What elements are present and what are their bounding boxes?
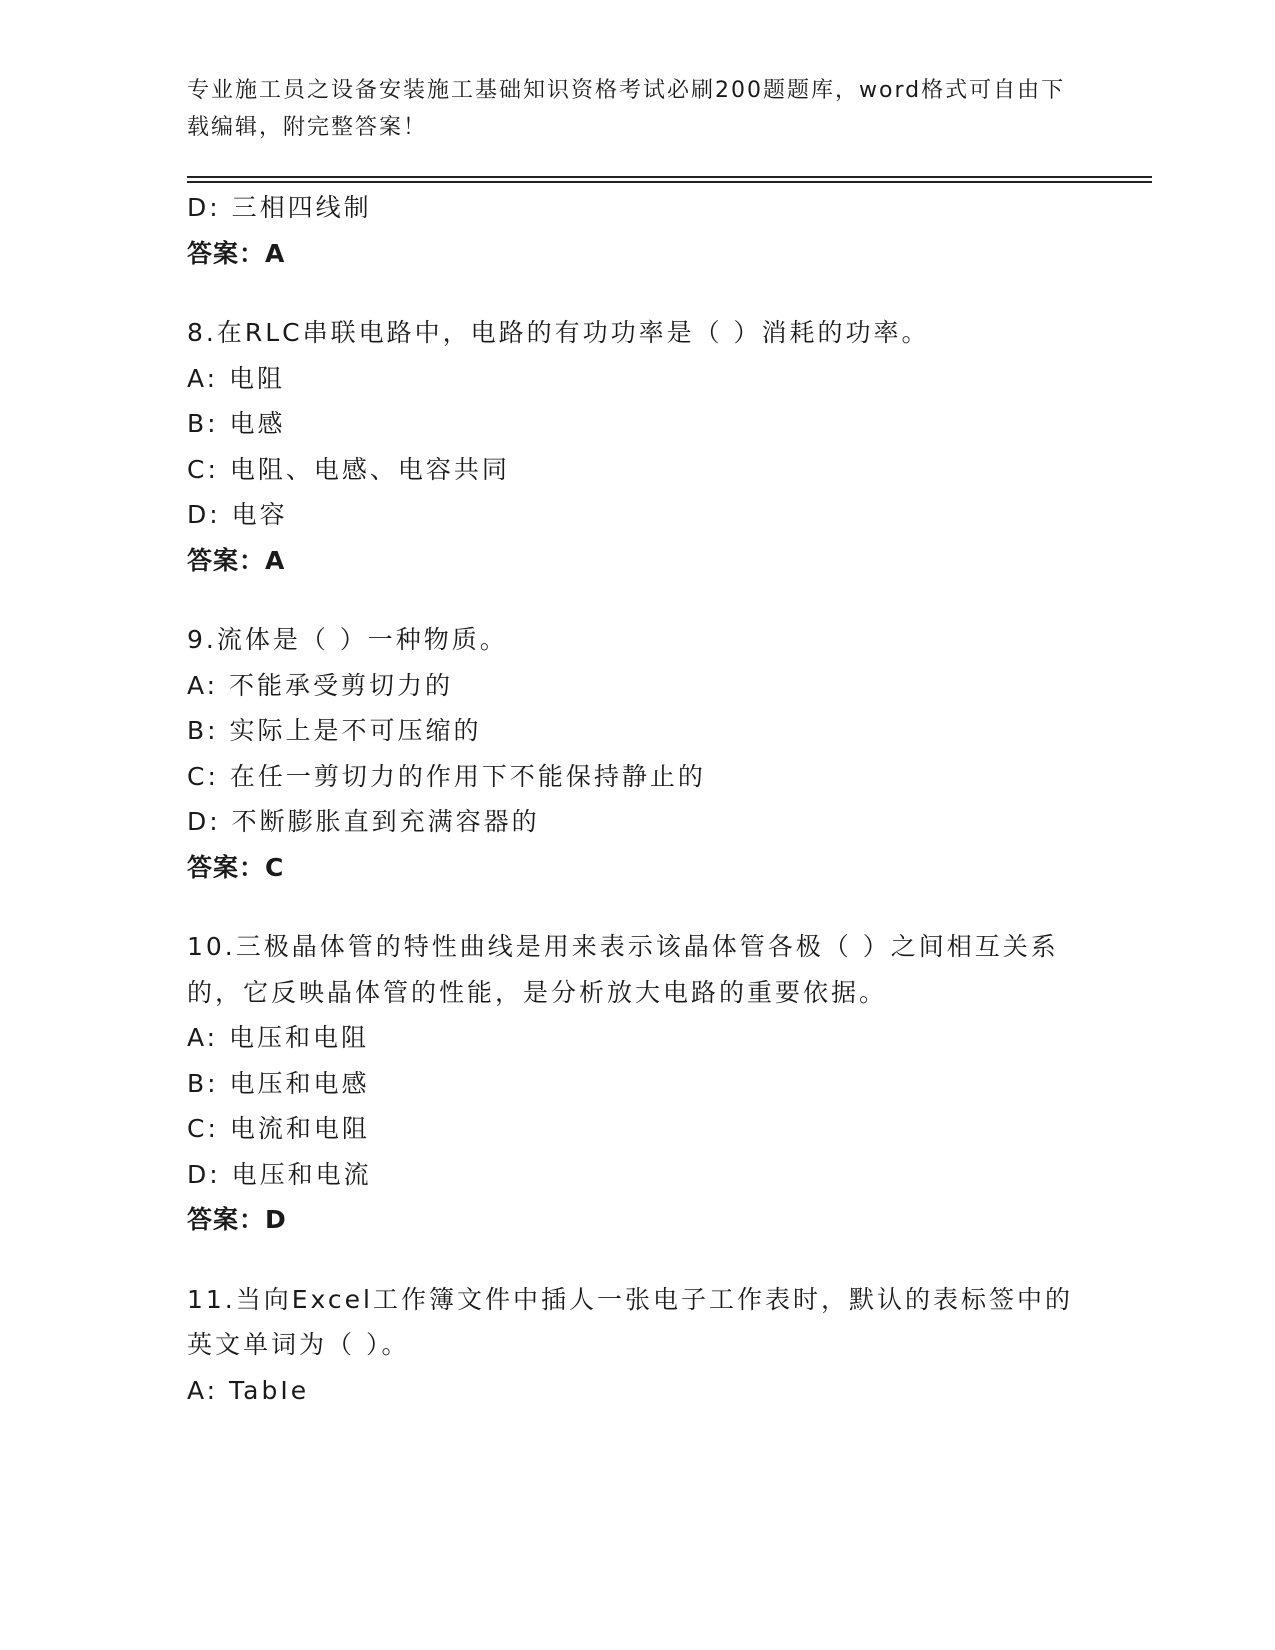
spacer xyxy=(187,890,1087,924)
question-option: D: 三相四线制 xyxy=(187,193,372,222)
question-option: D: 不断膨胀直到充满容器的 xyxy=(187,807,540,836)
question-option: B: 实际上是不可压缩的 xyxy=(187,716,482,745)
question-answer: 答案：A xyxy=(187,545,286,575)
question-option: D: 电压和电流 xyxy=(187,1159,372,1189)
question-option: C: 电流和电阻 xyxy=(187,1114,370,1143)
question-8 xyxy=(187,310,1087,583)
document-header: 专业施工员之设备安装施工基础知识资格考试必刷200题题库，word格式可自由下载编辑，附完整答案！ xyxy=(187,78,1066,140)
question-answer: 答案：A xyxy=(187,238,286,268)
question-text: 11.当向Excel工作簿文件中插人一张电子工作表时，默认的表标签中的英文单词为（ ）。 xyxy=(187,1284,1073,1359)
question-10 xyxy=(187,924,1087,1243)
question-option: B: 电压和电感 xyxy=(187,1068,370,1098)
question-9 xyxy=(187,617,1087,890)
question-text: 9.流体是（ ）一种物质。 xyxy=(187,625,508,654)
question-option: A: TabIe xyxy=(187,1375,310,1405)
spacer xyxy=(187,276,1087,310)
question-option: A: 电压和电阻 xyxy=(187,1023,370,1052)
question-answer: 答案：D xyxy=(187,1205,287,1234)
question-option: A: 电阻 xyxy=(187,363,286,393)
question-text: 10.三极晶体管的特性曲线是用来表示该晶体管各极（ ）之间相互关系的，它反映晶体管的性能，是分析放大电路的重要依据。 xyxy=(187,932,1059,1007)
spacer xyxy=(187,583,1087,617)
question-option: B: 电感 xyxy=(187,409,286,438)
question-option: C: 在任一剪切力的作用下不能保持静止的 xyxy=(187,761,706,791)
header-divider-top xyxy=(187,176,1152,178)
spacer xyxy=(187,1243,1087,1277)
question-text: 8.在RLC串联电路中，电路的有功功率是（ ）消耗的功率。 xyxy=(187,318,930,347)
question-option: A: 不能承受剪切力的 xyxy=(187,670,454,700)
question-7-tail xyxy=(187,185,1087,276)
document-body xyxy=(187,185,1087,1413)
question-option: D: 电容 xyxy=(187,500,288,529)
question-option: C: 电阻、电感、电容共同 xyxy=(187,454,510,484)
question-answer: 答案：C xyxy=(187,852,285,882)
question-11 xyxy=(187,1277,1087,1414)
header-divider-bottom xyxy=(187,181,1152,183)
